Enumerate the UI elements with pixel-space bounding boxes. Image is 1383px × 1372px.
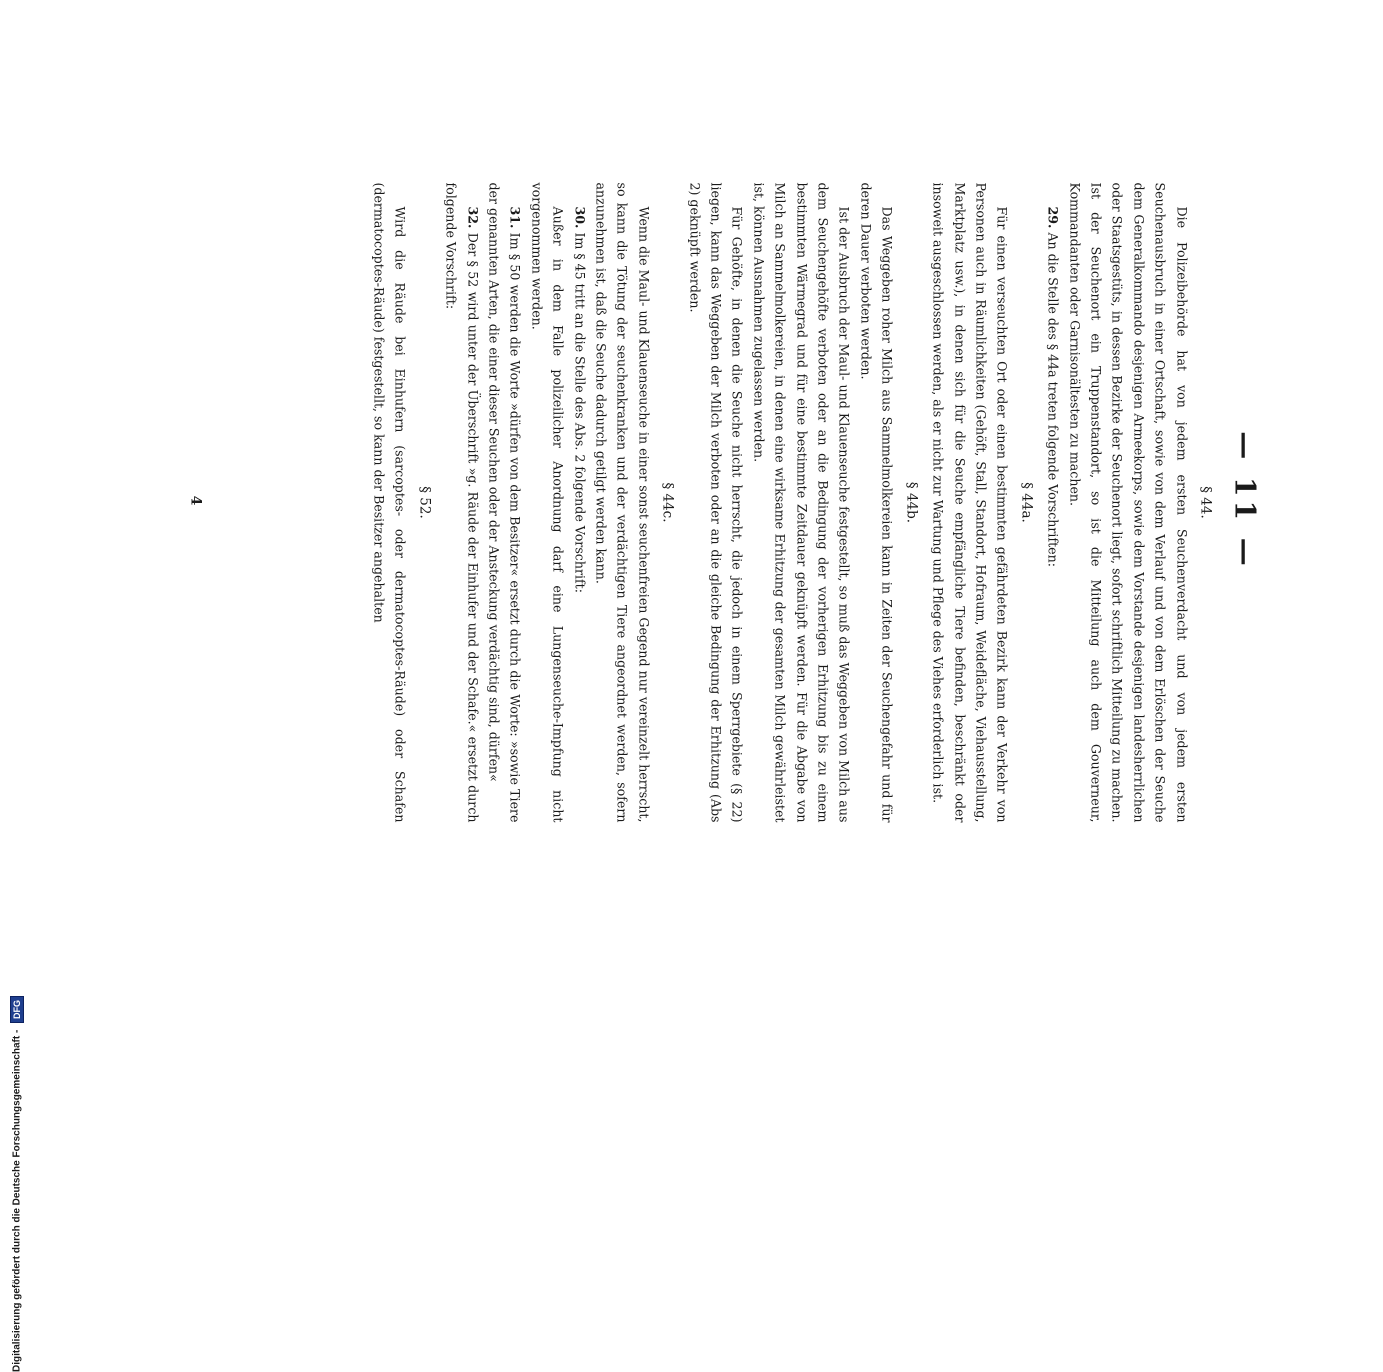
paragraph: Außer in dem Falle polizeilicher Anordnung darf eine Lungenseuche-Impfung nicht vorgenommen werden. bbox=[528, 182, 566, 822]
paragraph: Für Gehöfte, in denen die Seuche nicht herrscht, die jedoch in einem Sperrgebiete (§ 22) liegen, kann das Weggeben der Milch verboten oder an die gleiche Bedingung der Erhitzung (Abs 2) geknüpft werden. bbox=[686, 182, 745, 822]
section-heading: § 44b. bbox=[902, 481, 919, 523]
paragraph-text: Im § 50 werden die Worte »dürfen von dem Besitzer« ersetzt durch die Worte: »sowie Tiere der genannten Arten, die einer dieser Seuchen oder der Ansteckung verdächtig sind, dürfen« bbox=[486, 182, 523, 822]
paragraph: Die Polizeibehörde hat von jedem ersten Seuchenverdacht und von jedem ersten Seuchenausbruch in einer Ortschaft, sowie von dem Verlauf und von dem Erlöschen der Seuche dem Generalkommando desjenigen Armeekorps, sowie dem Vorstande desjenigen landesherrlichen oder Staatsgestüts, in dessen Bezirke der Seuchenort liegt, sofort schriftlich Mitteilung zu machen. Ist der Seuchenort ein Truppenstandort, so ist die Mitteilung auch dem Gouverneur, Kommandanten oder Garnisonältesten zu machen. bbox=[1066, 182, 1189, 822]
item-number: 32. bbox=[464, 206, 480, 228]
paragraph: Ist der Ausbruch der Maul- und Klauenseuche festgestellt, so muß das Weggeben von Milch aus dem Seuchengehöfte verboten oder an die Bedingung der vorherigen Erhitzung bis zu einem bestimmten Wärmegrad und für eine bestimmte Zeitdauer geknüpft werden. Für die Abgabe von Milch an Sammelmolkereien, in denen eine wirksame Erhitzung der gesamten Milch gewährleistet ist, können Ausnahmen zugelassen werden. bbox=[750, 182, 852, 822]
digitization-credit bbox=[10, 996, 24, 1372]
paragraph bbox=[440, 182, 483, 822]
paragraph: Wird die Räude bei Einhufern (sarcoptes- oder dermatocoptes-Räude) oder Schafen (dermatocoptes-Räude) festgestellt, so kann der Besitzer angehalten bbox=[370, 182, 408, 822]
paragraph: Wenn die Maul- und Klauenseuche in einer sonst seuchenfreien Gegend nur vereinzelt herrscht, so kann die Tötung der seuchenkranken und der verdächtigen Tiere angeordnet werden, sofern anzunehmen ist, daß die Seuche dadurch getilgt werden kann. bbox=[593, 182, 651, 822]
paragraph: Für einen verseuchten Ort oder einen bestimmten gefährdeten Bezirk kann der Verkehr von Personen auch in Räumlichkeiten (Gehöft, Stall, Standort, Hofraum, Weidefläche, Viehausstellung, Marktplatz usw.), in denen sich für die Seuche empfängliche Tiere befinden, beschränkt oder insoweit ausgeschlossen werden, als er nicht zur Wartung und Pflege des Viehes erforderlich ist. bbox=[930, 182, 1010, 822]
paragraph: Das Weggeben roher Milch aus Sammelmolkereien kann in Zeiten der Seuchengefahr und für deren Dauer verboten werden. bbox=[857, 182, 895, 822]
section-heading: § 52. bbox=[415, 485, 432, 519]
paragraph-text: Im § 45 tritt an die Stelle des Abs. 2 folgende Vorschrift: bbox=[571, 231, 587, 593]
paragraph bbox=[568, 182, 589, 822]
signature-mark: 4 bbox=[187, 495, 203, 505]
paragraph bbox=[483, 182, 526, 822]
section-heading: § 44. bbox=[1197, 485, 1213, 519]
paragraph-text: Der § 52 wird unter der Überschrift »g. Räude der Einhufer und der Schafe.« ersetzt durch folgende Vorschrift: bbox=[443, 182, 480, 822]
paragraph-text: An die Stelle des § 44a treten folgende Vorschriften: bbox=[1045, 231, 1061, 567]
section-heading: § 44c. bbox=[659, 481, 676, 523]
item-number: 29. bbox=[1045, 206, 1061, 228]
paragraph bbox=[1042, 182, 1063, 822]
item-number: 31. bbox=[507, 206, 523, 228]
section-heading: § 44a. bbox=[1017, 481, 1034, 523]
page-header: — 11 — bbox=[1228, 430, 1261, 570]
credit-text: Digitalisierung gefördert durch die Deutsche Forschungsgemeinschaft - bbox=[11, 1029, 23, 1372]
item-number: 30. bbox=[571, 206, 587, 228]
body-text bbox=[368, 182, 1221, 822]
dfg-logo-icon: DFG bbox=[10, 996, 24, 1023]
